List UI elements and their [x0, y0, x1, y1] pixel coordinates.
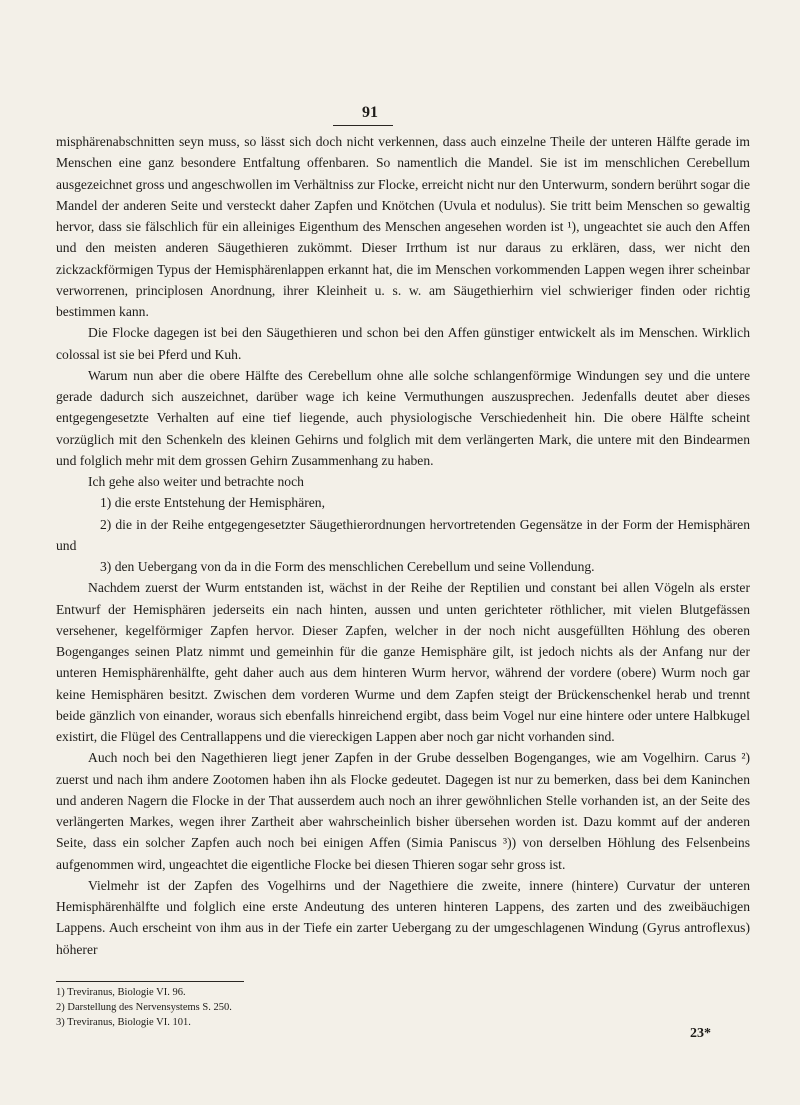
header-rule [333, 125, 393, 126]
list-item: 3) den Uebergang von da in die Form des menschlichen Cerebellum und seine Vollendung. [100, 559, 595, 574]
footnote: 1) Treviranus, Biologie VI. 96. [56, 987, 186, 998]
body-text [56, 131, 750, 960]
page-number: 91 [362, 104, 378, 121]
paragraph: Auch noch bei den Nagethieren liegt jener Zapfen in der Grube desselben Bogenganges, wie am Vogelhirn. Carus ²) zuerst und nach ihm andere Zootomen haben ihn als Flocke gedeutet. Dagegen ist nur zu bemerken, dass bei dem Kaninchen und anderen Nagern die Flocke in der That ausserdem auch noch an ihrer gewöhnlichen Stelle vorhanden ist, an der Seite des verlängerten Markes, wegen ihrer Zartheit aber wahrscheinlich bisher übersehen worden ist. Dazu kommt auf der anderen Seite, dass ein solcher Zapfen auch noch bei einigen Affen (Simia Paniscus ³)) von derselben Höhlung des Felsenbeins aufgenommen wird, ungeachtet die eigentliche Flocke bei diesen Thieren sogar sehr gross ist. [56, 750, 750, 872]
paragraph: Nachdem zuerst der Wurm entstanden ist, wächst in der Reihe der Reptilien und constant bei allen Vögeln als erster Entwurf der Hemisphären jederseits ein nach hinten, aussen und unten gerichteter röthlicher, mit vielen Blutgefässen versehener, kegelförmiger Zapfen hervor. Dieser Zapfen, welcher in der noch nicht ausgefüllten Höhlung des oberen Bogenganges seinen Platz nimmt und gemeinhin für die ganze Hemisphäre gilt, ist jedoch nichts als der Anfang nur der unteren Hemisphärenhälfte, geht daher auch aus dem hinteren Wurm hervor, während der vordere (obere) Wurm noch gar keine Hemisphären besitzt. Zwischen dem vorderen Wurme und dem Zapfen steigt der Brückenschenkel herab und trennt beide gänzlich von einander, woraus sich ebenfalls hinreichend ergibt, dass beim Vogel nur eine hintere oder untere Halbkugel existirt, die Flügel des Centrallappens und die viereckigen Lappen aber noch gar nicht vorhanden sind. [56, 580, 750, 744]
list-item: 2) die in der Reihe entgegengesetzter Säugethierordnungen hervortretenden Gegensätze in der Form der Hemisphären und [56, 516, 750, 553]
paragraph: Warum nun aber die obere Hälfte des Cerebellum ohne alle solche schlangenförmige Windungen sey und die untere gerade dadurch sich auszeichnet, darüber wage ich keine Vermuthungen auszusprechen. Jedenfalls deutet aber dieses entgegengesetzte Verhalten auf eine tief liegende, auch physiologische Verschiedenheit hin. Die obere Hälfte scheint vorzüglich mit den Schenkeln des kleinen Gehirns und folglich mit dem verlängerten Mark, die untere mit den Bindearmen und folglich mehr mit dem grossen Gehirn Zusammenhang zu haben. [56, 367, 750, 468]
paragraph: Vielmehr ist der Zapfen des Vogelhirns und der Nagethiere die zweite, innere (hintere) Curvatur der unteren Hemisphärenhälfte und folglich eine erste Andeutung des unteren hinteren Lappens, des zarten und des zweibäuchigen Lappens. Auch erscheint von ihm aus in der Tiefe ein zarter Uebergang zu der umgeschlagenen Windung (Gyrus antroflexus) höherer [56, 877, 750, 957]
footnote: 3) Treviranus, Biologie VI. 101. [56, 1017, 191, 1028]
signature-mark: 23* [690, 1026, 711, 1041]
footnote: 2) Darstellung des Nervensystems S. 250. [56, 1002, 232, 1013]
list-item: 1) die erste Entstehung der Hemisphären, [100, 495, 325, 511]
footnotes [56, 985, 750, 1030]
paragraph: Die Flocke dagegen ist bei den Säugethieren und schon bei den Affen günstiger entwickelt als im Menschen. Wirklich colossal ist sie bei Pferd und Kuh. [56, 325, 750, 362]
paragraph: Ich gehe also weiter und betrachte noch [88, 474, 304, 489]
footnote-rule [56, 981, 244, 982]
paragraph: misphärenabschnitten seyn muss, so lässt sich doch nicht verkennen, dass auch einzelne Theile der unteren Hälfte gerade im Menschen eine ganz besondere Entfaltung offenbaren. So namentlich die Mandel. Sie ist im menschlichen Cerebellum ausgezeichnet gross und angeschwollen im Verhältniss zur Flocke, erreicht nicht nur den Unterwurm, sondern berührt sogar die Mandel der anderen Seite und versteckt daher Zapfen und Knötchen (Uvula et nodulus). Sie tritt beim Menschen so gewaltig hervor, dass sie fälschlich für ein alleiniges Eigenthum des Menschen angesehen worden ist ¹), ungeachtet sie auch den Affen und den meisten anderen Säugethieren zukömmt. Dieser Irrthum ist nur daraus zu erklären, dass, wer nicht den zickzackförmigen Typus der Hemisphärenlappen erkannt hat, die im Menschen vorkommenden Lappen wegen ihrer scheinbar verworrenen, principlosen Anordnung, ihrer Kleinheit u. s. w. am Säugethierhirn viel schwieriger finden oder richtig bestimmen kann. [56, 134, 750, 319]
